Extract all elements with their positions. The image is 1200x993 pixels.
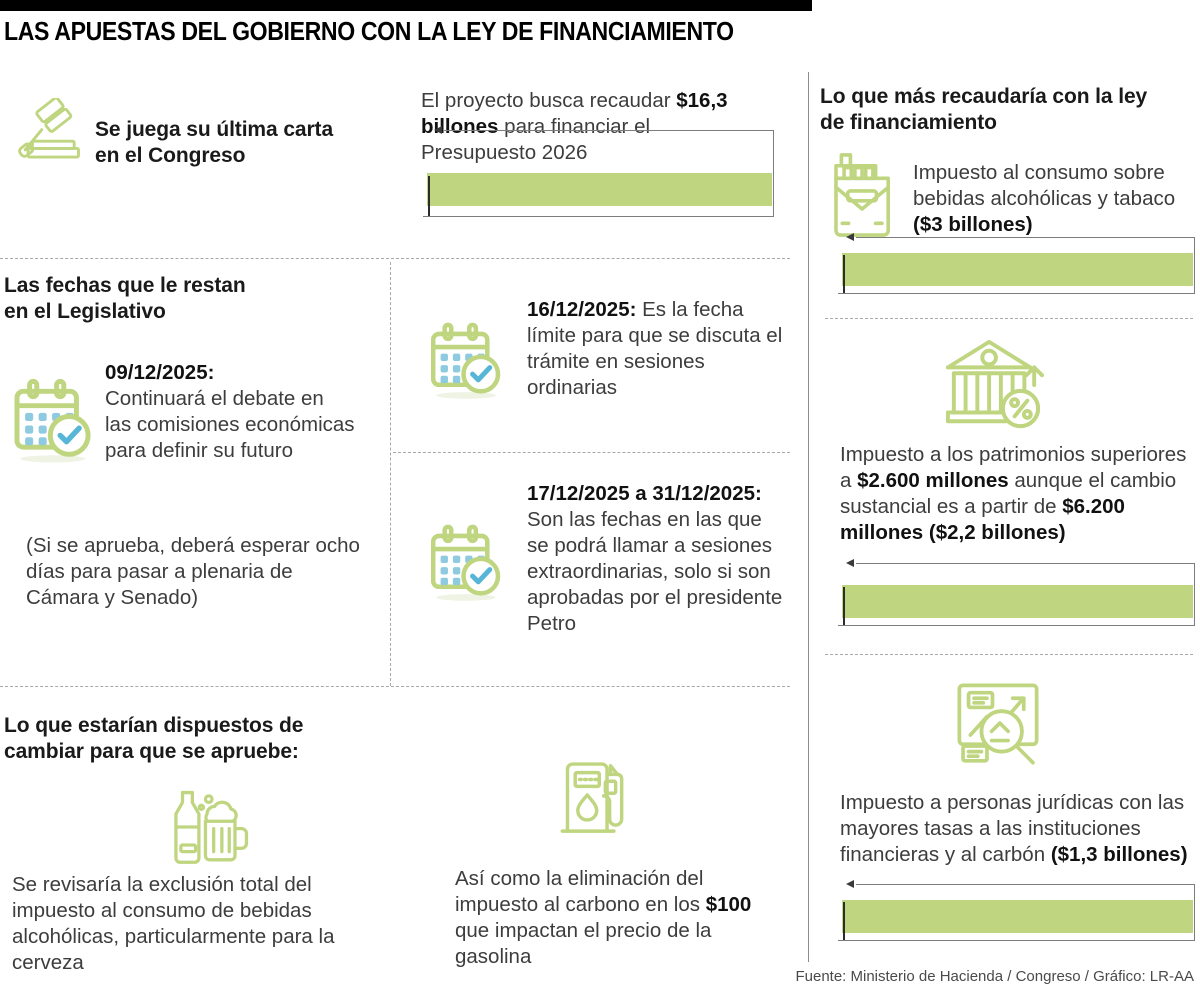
changes-title-line2: cambiar para que se apruebe: (4, 739, 299, 763)
right-item-2-bar (842, 585, 1193, 618)
divider-horizontal-right-2 (825, 654, 1193, 655)
fuel-amount: $100 (705, 892, 752, 916)
calendar-check-icon (425, 520, 507, 606)
page-title: LAS APUESTAS DEL GOBIERNO CON LA LEY DE FINANCIAMIENTO (4, 18, 734, 46)
date-entry-left-date: 09/12/2025: (105, 361, 215, 384)
right-item-2-amount-1: $2.600 millones (857, 468, 1009, 492)
right-item-2-amount-3: ($2,2 billones) (928, 520, 1066, 544)
budget-callout-stub (428, 176, 430, 216)
dates-title (4, 273, 334, 324)
header-black-bar (0, 0, 812, 11)
beer-bottle-mug-icon (157, 786, 249, 868)
fuel-pump-icon (552, 750, 638, 840)
divider-vertical-right (808, 72, 809, 962)
right-column-title-line2: de financiamiento (820, 110, 997, 134)
divider-horizontal-left-2 (0, 686, 790, 687)
right-column-title (820, 84, 1200, 135)
divider-horizontal-left-1 (0, 258, 790, 259)
dates-title-line2: en el Legislativo (4, 299, 166, 323)
changes-text: Se revisaría la exclusión total del impuesto al consumo de bebidas alcohólicas, particularmente para la cerveza (12, 873, 335, 974)
right-item-1-text-pre: Impuesto al consumo sobre bebidas alcohólicas y tabaco (913, 161, 1176, 210)
divider-vertical-center (390, 262, 391, 686)
changes-title (4, 713, 364, 764)
fuel-text-pre: Así como la eliminación del impuesto al carbono en los (455, 867, 706, 916)
right-item-3-text (840, 790, 1190, 868)
date-entry-center-2-date: 17/12/2025 a 31/12/2025: (527, 482, 762, 505)
date-entry-left-text: Continuará el debate en las comisiones económicas para definir su futuro (105, 386, 355, 462)
right-item-2-text-mid: aunque el cambio sustancial es a partir de (840, 468, 1177, 518)
date-entry-left (105, 360, 355, 464)
right-column-title-line1: Lo que más recaudaría con la ley (820, 85, 1148, 108)
right-item-1-text (913, 160, 1200, 238)
right-item-1-amount: ($3 billones) (913, 212, 1033, 236)
calendar-check-icon (425, 318, 507, 404)
budget-text-pre: El proyecto busca recaudar (421, 89, 677, 112)
budget-callout (423, 130, 775, 222)
right-item-2-callout (838, 563, 1196, 631)
congress-title-line1: Se juega su última carta (95, 118, 334, 141)
fuel-text (455, 866, 755, 970)
bank-percent-icon (940, 336, 1048, 434)
congress-title-line2: en el Congreso (95, 143, 246, 167)
dates-note: (Si se aprueba, deberá esperar ocho días para pasar a plenaria de Cámara y Senado) (26, 534, 360, 609)
budget-amount: $16,3 billones (421, 89, 728, 138)
right-item-3-stub (843, 902, 845, 940)
budget-callout-bar (427, 173, 772, 206)
right-item-1-callout (838, 237, 1196, 299)
right-item-3-bar (842, 900, 1193, 933)
date-entry-center-1-date: 16/12/2025: (527, 298, 637, 321)
date-entry-center-2-text: Son las fechas en las que se podrá llamar a sesiones extraordinarias, solo si son aprobadas por el presidente Petro (527, 507, 783, 635)
fuel-text-post: que impactan el precio de la gasolina (455, 918, 712, 968)
right-item-3-callout (838, 884, 1196, 946)
dates-title-line1: Las fechas que le restan (4, 274, 246, 297)
congress-title (95, 117, 385, 168)
cigarette-pack-icon (827, 145, 899, 245)
gavel-icon (18, 98, 90, 170)
right-item-3-text-pre: Impuesto a personas jurídicas con las mayores tasas a las instituciones financieras y al carbón (840, 791, 1185, 866)
right-item-2-amount-2: $6.200 millones (840, 494, 1125, 544)
calendar-check-icon (8, 375, 98, 467)
budget-text-post: para financiar el Presupuesto 2026 (421, 114, 651, 164)
date-entry-center-2 (527, 481, 789, 637)
divider-horizontal-right-1 (825, 318, 1193, 319)
date-entry-center-1 (527, 297, 789, 401)
chart-magnifier-icon (952, 678, 1044, 770)
right-item-2-text-pre: Impuesto a los patrimonios superiores a (840, 443, 1187, 492)
right-item-2-stub (843, 587, 845, 625)
right-item-1-stub (843, 255, 845, 293)
source-credit: Fuente: Ministerio de Hacienda / Congreso / Gráfico: LR-AA (795, 968, 1194, 985)
date-entry-center-1-text: Es la fecha límite para que se discuta el trámite en sesiones ordinarias (527, 298, 783, 399)
right-item-3-amount: ($1,3 billones) (1050, 842, 1188, 866)
changes-title-line1: Lo que estarían dispuestos de (4, 714, 304, 737)
right-item-1-bar (842, 253, 1193, 286)
right-item-2-text (840, 442, 1190, 546)
divider-horizontal-center-1 (393, 452, 790, 453)
